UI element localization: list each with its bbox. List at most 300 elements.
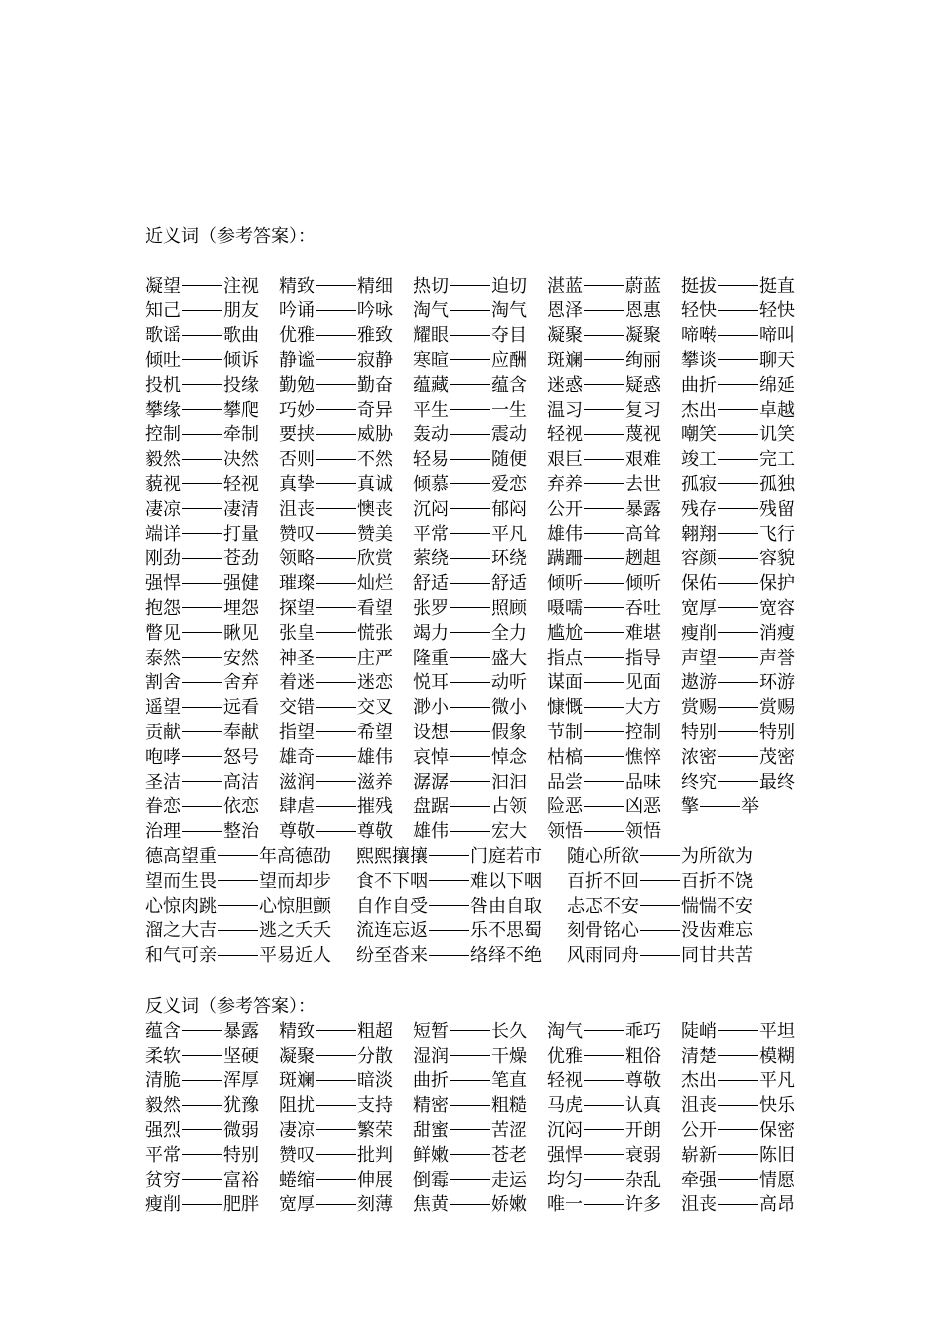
dash-separator (182, 1030, 222, 1031)
paired-word: 年高德劭 (259, 845, 331, 867)
paired-word: 声誉 (759, 647, 795, 669)
dash-separator (584, 409, 624, 410)
dash-separator (218, 880, 258, 881)
dash-separator (718, 359, 758, 360)
word-pair (145, 523, 279, 548)
dash-separator (700, 806, 740, 807)
word: 节制 (547, 721, 583, 743)
word: 交错 (279, 697, 315, 719)
word-pair (413, 1020, 547, 1045)
paired-word: 勤奋 (357, 374, 393, 396)
word-pair (547, 1144, 681, 1169)
paired-word: 同甘共苦 (681, 945, 753, 967)
paired-word: 特别 (759, 721, 795, 743)
dash-separator (584, 1080, 624, 1081)
dash-separator (182, 508, 222, 509)
paired-word: 尊敬 (357, 821, 393, 843)
paired-word: 凶恶 (625, 796, 661, 818)
word-pair (279, 1169, 413, 1194)
word-pair (413, 1045, 547, 1070)
pair-row (145, 572, 815, 597)
paired-word: 轻快 (759, 300, 795, 322)
word: 否则 (279, 449, 315, 471)
word-pair (279, 746, 413, 771)
word-pair (413, 647, 547, 672)
word: 孤寂 (681, 473, 717, 495)
paired-word: 恩惠 (625, 300, 661, 322)
word: 险恶 (547, 796, 583, 818)
word-pair (145, 324, 279, 349)
paired-word: 雅致 (357, 325, 393, 347)
word: 纷至沓来 (356, 945, 428, 967)
paired-word: 心惊胆颤 (259, 895, 331, 917)
paired-word: 飞行 (759, 523, 795, 545)
word: 渺小 (413, 697, 449, 719)
pair-row (145, 523, 815, 548)
paired-word: 逃之夭夭 (259, 920, 331, 942)
word-pair (681, 349, 815, 374)
word: 赞叹 (279, 523, 315, 545)
dash-separator (584, 335, 624, 336)
word-pair (681, 572, 815, 597)
word-pair (145, 299, 279, 324)
word-pair (681, 647, 815, 672)
dash-separator (718, 1154, 758, 1155)
paired-word: 安然 (223, 647, 259, 669)
word-pair (681, 448, 815, 473)
dash-separator (182, 781, 222, 782)
dash-separator (218, 905, 258, 906)
word: 宽厚 (681, 597, 717, 619)
word-pair (681, 399, 815, 424)
synonyms-heading: 近义词（参考答案）： (145, 226, 316, 247)
word-pair (279, 275, 413, 300)
dash-separator (450, 756, 490, 757)
word-pair (567, 845, 778, 870)
paired-word: 注视 (223, 275, 259, 297)
word: 肆虐 (279, 796, 315, 818)
dash-separator (182, 483, 222, 484)
word: 轻易 (413, 449, 449, 471)
paired-word: 许多 (625, 1194, 661, 1216)
word-pair (547, 299, 681, 324)
word-pair (681, 746, 815, 771)
word: 优雅 (279, 325, 315, 347)
word: 浓密 (681, 746, 717, 768)
dash-separator (182, 1179, 222, 1180)
paired-word: 见面 (625, 672, 661, 694)
paired-word: 陈旧 (759, 1144, 795, 1166)
dash-separator (584, 508, 624, 509)
word-pair (279, 597, 413, 622)
pair-row (145, 647, 815, 672)
word-pair (145, 671, 279, 696)
paired-word: 复习 (625, 399, 661, 421)
paired-word: 难堪 (625, 622, 661, 644)
antonyms-section (145, 995, 815, 1218)
paired-word: 赏赐 (759, 697, 795, 719)
paired-word: 富裕 (223, 1169, 259, 1191)
word-pair (279, 572, 413, 597)
paired-word: 远看 (223, 697, 259, 719)
word-pair (279, 795, 413, 820)
dash-separator (316, 1179, 356, 1180)
word-pair (279, 1119, 413, 1144)
paired-word: 瞅见 (223, 622, 259, 644)
paired-word: 夺目 (491, 325, 527, 347)
paired-word: 威胁 (357, 424, 393, 446)
paired-word: 迷恋 (357, 672, 393, 694)
dash-separator (584, 483, 624, 484)
pair-row (145, 299, 815, 324)
dash-separator (450, 1105, 490, 1106)
word: 泰然 (145, 647, 181, 669)
word-pair (681, 498, 815, 523)
word: 盘踞 (413, 796, 449, 818)
paired-word: 聊天 (759, 349, 795, 371)
word-pair (279, 547, 413, 572)
paired-word: 随便 (491, 449, 527, 471)
paired-word: 歌曲 (223, 325, 259, 347)
word: 领悟 (547, 821, 583, 843)
word: 毅然 (145, 449, 181, 471)
word-pair (547, 1020, 681, 1045)
paired-word: 坚硬 (223, 1045, 259, 1067)
pair-row (145, 746, 815, 771)
dash-separator (718, 508, 758, 509)
dash-separator (450, 1055, 490, 1056)
word: 指望 (279, 721, 315, 743)
paired-word: 开朗 (625, 1119, 661, 1141)
paired-word: 认真 (625, 1095, 661, 1117)
word: 藐视 (145, 473, 181, 495)
paired-word: 决然 (223, 449, 259, 471)
paired-word: 交叉 (357, 697, 393, 719)
word: 倾慕 (413, 473, 449, 495)
word: 吟诵 (279, 300, 315, 322)
paired-word: 难以下咽 (470, 870, 542, 892)
pair-row (145, 845, 815, 870)
word: 陡峭 (681, 1020, 717, 1042)
paired-word: 吞吐 (625, 597, 661, 619)
paired-word: 长久 (491, 1020, 527, 1042)
word: 宽厚 (279, 1194, 315, 1216)
paired-word: 大方 (625, 697, 661, 719)
dash-separator (450, 707, 490, 708)
word-pair (145, 647, 279, 672)
dash-separator (584, 558, 624, 559)
dash-separator (584, 434, 624, 435)
dash-separator (450, 1129, 490, 1130)
paired-word: 占领 (491, 796, 527, 818)
paired-word: 打量 (223, 523, 259, 545)
paired-word: 模糊 (759, 1045, 795, 1067)
dash-separator (316, 459, 356, 460)
dash-separator (316, 707, 356, 708)
word: 蜷缩 (279, 1169, 315, 1191)
word: 精致 (279, 1020, 315, 1042)
word: 瞥见 (145, 622, 181, 644)
word-pair (279, 399, 413, 424)
paired-word: 杂乱 (625, 1169, 661, 1191)
word-pair (547, 1193, 681, 1218)
dash-separator (450, 409, 490, 410)
dash-separator (718, 533, 758, 534)
dash-separator (584, 632, 624, 633)
word-pair (547, 523, 681, 548)
word: 望而生畏 (145, 870, 217, 892)
dash-separator (316, 831, 356, 832)
word-pair (279, 671, 413, 696)
word: 控制 (145, 424, 181, 446)
paired-word: 高洁 (223, 771, 259, 793)
paired-word: 牵制 (223, 424, 259, 446)
word-pair (681, 1020, 815, 1045)
word: 投机 (145, 374, 181, 396)
paired-word: 啼叫 (759, 325, 795, 347)
word-pair (681, 771, 815, 796)
dash-separator (316, 731, 356, 732)
paired-word: 暗淡 (357, 1070, 393, 1092)
word: 要挟 (279, 424, 315, 446)
dash-separator (718, 409, 758, 410)
dash-separator (584, 657, 624, 658)
word: 倾吐 (145, 349, 181, 371)
word-pair (145, 919, 356, 944)
word-pair (413, 324, 547, 349)
word: 德高望重 (145, 845, 217, 867)
word-pair (413, 721, 547, 746)
dash-separator (316, 607, 356, 608)
word-pair (681, 1119, 815, 1144)
dash-separator (718, 1030, 758, 1031)
paired-word: 应酬 (491, 349, 527, 371)
dash-separator (450, 632, 490, 633)
word-pair (279, 696, 413, 721)
dash-separator (316, 682, 356, 683)
pair-row (145, 870, 815, 895)
word-pair (413, 622, 547, 647)
word-pair (681, 1169, 815, 1194)
pair-row (145, 399, 815, 424)
paired-word: 高耸 (625, 523, 661, 545)
word: 凄凉 (145, 498, 181, 520)
word-pair (681, 1069, 815, 1094)
word-pair (681, 696, 815, 721)
dash-separator (718, 731, 758, 732)
paired-word: 支持 (357, 1095, 393, 1117)
dash-separator (584, 756, 624, 757)
antonyms-heading: 反义词（参考答案）： (145, 996, 316, 1017)
paired-word: 看望 (357, 597, 393, 619)
word: 张皇 (279, 622, 315, 644)
word: 啼啭 (681, 325, 717, 347)
word: 挺拔 (681, 275, 717, 297)
paired-word: 慌张 (357, 622, 393, 644)
word: 巧妙 (279, 399, 315, 421)
paired-word: 批判 (357, 1144, 393, 1166)
word: 瘦削 (681, 622, 717, 644)
dash-separator (182, 285, 222, 286)
word-pair (413, 1119, 547, 1144)
word: 品尝 (547, 771, 583, 793)
word: 清脆 (145, 1070, 181, 1092)
word: 百折不回 (567, 870, 639, 892)
dash-separator (450, 533, 490, 534)
paired-word: 伸展 (357, 1169, 393, 1191)
paired-word: 品味 (625, 771, 661, 793)
word: 平常 (145, 1144, 181, 1166)
dash-separator (718, 335, 758, 336)
pair-row (145, 895, 815, 920)
dash-separator (450, 657, 490, 658)
word: 竣工 (681, 449, 717, 471)
word-pair (681, 547, 815, 572)
word-pair (547, 1169, 681, 1194)
dash-separator (584, 1154, 624, 1155)
paired-word: 乖巧 (625, 1020, 661, 1042)
word: 贫穷 (145, 1169, 181, 1191)
pair-row (145, 820, 815, 845)
word: 精密 (413, 1095, 449, 1117)
dash-separator (182, 632, 222, 633)
paired-word: 趔趄 (625, 548, 661, 570)
dash-separator (584, 459, 624, 460)
paired-word: 挺直 (759, 275, 795, 297)
word-pair (279, 622, 413, 647)
word-pair (145, 423, 279, 448)
word-pair (279, 820, 413, 845)
word: 谋面 (547, 672, 583, 694)
word-pair (279, 349, 413, 374)
word: 沮丧 (681, 1095, 717, 1117)
paired-word: 肥胖 (223, 1194, 259, 1216)
word-pair (547, 498, 681, 523)
word-pair (547, 374, 681, 399)
dash-separator (450, 1204, 490, 1205)
paired-word: 刻薄 (357, 1194, 393, 1216)
word: 强悍 (547, 1144, 583, 1166)
dash-separator (316, 1154, 356, 1155)
word-pair (145, 1020, 279, 1045)
dash-separator (316, 1204, 356, 1205)
paired-word: 环绕 (491, 548, 527, 570)
word: 隆重 (413, 647, 449, 669)
paired-word: 高昂 (759, 1194, 795, 1216)
dash-separator (584, 1204, 624, 1205)
word: 轰动 (413, 424, 449, 446)
word-pair (547, 275, 681, 300)
word: 竭力 (413, 622, 449, 644)
paired-word: 摧残 (357, 796, 393, 818)
paired-word: 没齿难忘 (681, 920, 753, 942)
paired-word: 娇嫩 (491, 1194, 527, 1216)
word: 随心所欲 (567, 845, 639, 867)
word: 尴尬 (547, 622, 583, 644)
paired-word: 欣赏 (357, 548, 393, 570)
word: 潺潺 (413, 771, 449, 793)
word-pair (413, 1193, 547, 1218)
word: 嘲笑 (681, 424, 717, 446)
word: 倾听 (547, 573, 583, 595)
dash-separator (316, 583, 356, 584)
word-pair (145, 622, 279, 647)
dash-separator (316, 533, 356, 534)
synonyms-idiom-pairs (145, 845, 815, 969)
word: 优雅 (547, 1045, 583, 1067)
dash-separator (182, 583, 222, 584)
paired-word: 孤独 (759, 473, 795, 495)
dash-separator (718, 434, 758, 435)
dash-separator (584, 310, 624, 311)
word: 曲折 (413, 1070, 449, 1092)
dash-separator (182, 434, 222, 435)
dash-separator (182, 1080, 222, 1081)
paired-word: 倾诉 (223, 349, 259, 371)
word-pair (145, 795, 279, 820)
word: 沉闷 (547, 1119, 583, 1141)
word: 知己 (145, 300, 181, 322)
word: 蕴含 (145, 1020, 181, 1042)
paired-word: 苍老 (491, 1144, 527, 1166)
word: 设想 (413, 721, 449, 743)
dash-separator (182, 731, 222, 732)
paired-word: 容貌 (759, 548, 795, 570)
dash-separator (182, 1129, 222, 1130)
word: 抱怨 (145, 597, 181, 619)
word-pair (681, 1094, 815, 1119)
word-pair (279, 473, 413, 498)
pair-row (145, 597, 815, 622)
dash-separator (584, 607, 624, 608)
word-pair (547, 597, 681, 622)
word: 淘气 (413, 300, 449, 322)
word-pair (413, 299, 547, 324)
paired-word: 盛大 (491, 647, 527, 669)
paired-word: 懊丧 (357, 498, 393, 520)
paired-word: 干燥 (491, 1045, 527, 1067)
paired-word: 凄清 (223, 498, 259, 520)
paired-word: 庄严 (357, 647, 393, 669)
dash-separator (718, 1204, 758, 1205)
dash-separator (182, 533, 222, 534)
word-pair (145, 448, 279, 473)
paired-word: 滋养 (357, 771, 393, 793)
dash-separator (218, 855, 258, 856)
paired-word: 惴惴不安 (681, 895, 753, 917)
paired-word: 震动 (491, 424, 527, 446)
dash-separator (316, 409, 356, 410)
word: 真挚 (279, 473, 315, 495)
word: 赞叹 (279, 1144, 315, 1166)
word-pair (547, 622, 681, 647)
word-pair (279, 647, 413, 672)
word-pair (145, 399, 279, 424)
dash-separator (640, 855, 680, 856)
word: 滋润 (279, 771, 315, 793)
paired-word: 消瘦 (759, 622, 795, 644)
paired-word: 去世 (625, 473, 661, 495)
paired-word: 咎由自取 (470, 895, 542, 917)
word: 雄伟 (413, 821, 449, 843)
word: 曲折 (681, 374, 717, 396)
dash-separator (182, 384, 222, 385)
word-pair (145, 746, 279, 771)
pair-row (145, 547, 815, 572)
word-pair (145, 1045, 279, 1070)
dash-separator (429, 930, 469, 931)
word: 蕴藏 (413, 374, 449, 396)
